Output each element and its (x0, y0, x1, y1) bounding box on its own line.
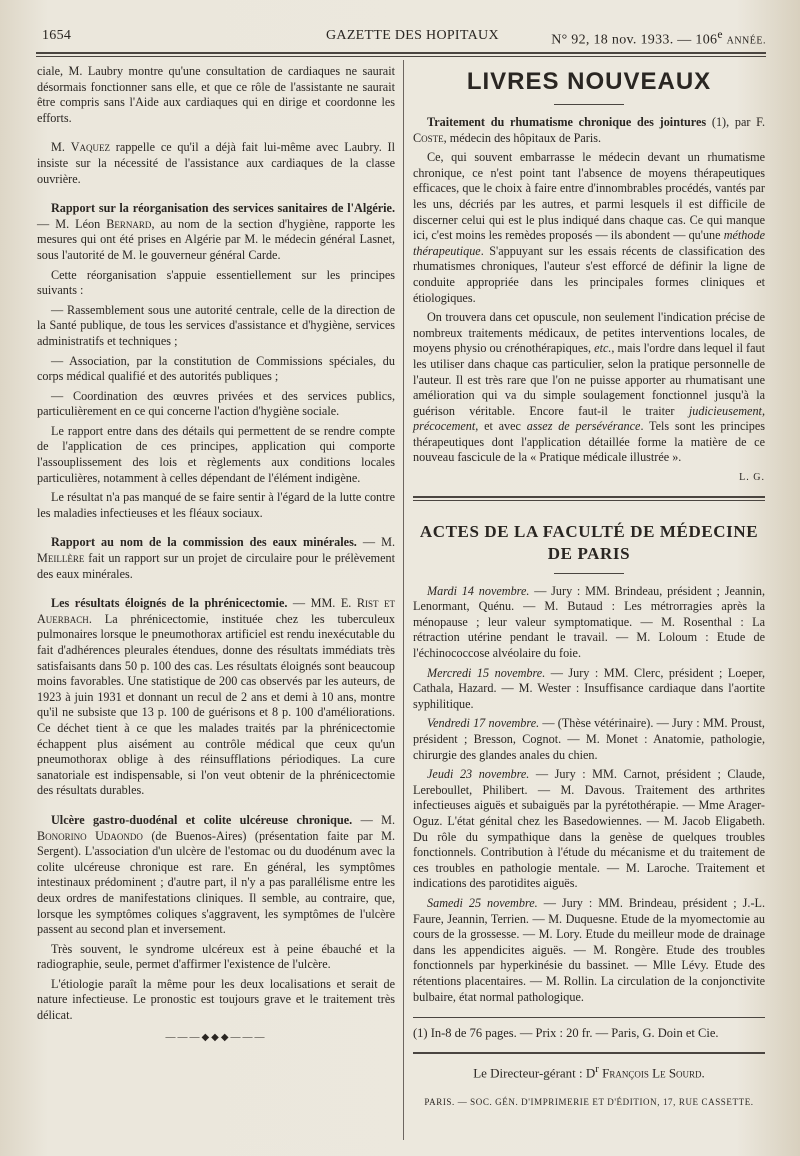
person-name: Vaquez (70, 140, 110, 155)
list-item: — Rassemblement sous une autorité centrale, celle de la direction de la Santé publique, de tous les services d'assistance et d'hygiène, services administratifs et techniques ; (37, 302, 395, 348)
heading-rule (554, 573, 624, 574)
exam-entry: Mardi 14 novembre. — Jury : MM. Brindeau, président ; Jeannin, Lenormant, Quénu. — M. Butaud : Les métrorragies après la ménopause ; leur valeur symptomatique. — M. Rosenthal : La rétraction utérine pendant le travail. — M. Loloum : Etude de l'échinococcose alvéolaire du foie. (413, 583, 765, 661)
publication-title: GAZETTE DES HOPITAUX (326, 28, 499, 43)
exam-date: Mercredi 15 novembre. (427, 665, 546, 680)
paragraph: Ce, qui souvent embarrasse le médecin devant un rhumatisme chronique, ce n'est point tant l'absence de moyens thérapeutiques efficaces, que le choix à faire entre d'innombrables procédés, vantés par les uns, décriés par les autres, et parmi lesquels il est difficile de discerner celui qui est le plus indiqué dans chaque cas. Ce qui manque ici, c'est moins les remèdes proposés — ils abondent — qu'une méthode thérapeutique. S'appuyant sur les essais récents de classification des rhumatismes chroniques, l'auteur s'est efforcé de définir la ligne de conduite appropriée dans les principales formes cliniques et étiologiques. (413, 150, 765, 305)
section-paragraph: Rapport au nom de la commission des eaux minérales. — M. Meillère fait un rapport sur un projet de circulaire pour le prélèvement des eaux minérales. (37, 535, 395, 581)
heading-rule (554, 104, 624, 105)
section-paragraph: Rapport sur la réorganisation des services sanitaires de l'Algérie. — M. Léon Bernard, au nom de la section d'hygiène, rapporte les mesures qui ont été prises en Algérie par M. le médecin général Lasnet, sous l'autorité de M. le gouverneur général Carde. (37, 201, 395, 262)
column-divider (403, 60, 404, 1140)
person-name: Rist et Auerbach (37, 596, 395, 626)
paragraph: Le rapport entre dans des détails qui permettent de se rendre compte de l'application de ces principes, application qui comporte l'assouplissement des lois et règlements aux conditions locales particulières, notamment à celles dépendant de l'élément indigène. (37, 423, 395, 485)
exam-entry: Mercredi 15 novembre. — Jury : MM. Clerc, président ; Loeper, Cathala, Hazard. — M. Wester : Insuffisance cardiaque dans l'aortite syphilitique. (413, 665, 765, 711)
book-title: Traitement du rhumatisme chronique des jointures (427, 115, 707, 129)
person-name: Bernard (106, 216, 152, 231)
exam-entry: Vendredi 17 novembre. — (Thèse vétérinaire). — Jury : MM. Proust, président ; Bresson, Cognot. — M. Monet : Anatomie, pathologie, chirurgie des glandes anales du chien. (413, 716, 765, 762)
paragraph: Le résultat n'a pas manqué de se faire sentir à l'égard de la lutte contre les maladies infectieuses et les fléaux sociaux. (37, 490, 395, 520)
issue-year-word: ANNÉE. (726, 35, 766, 47)
director-line: Le Directeur-gérant : $D^r$ François Le Sourd. (413, 1052, 765, 1081)
imprint-line: PARIS. — SOC. GÉN. D'IMPRIMERIE ET D'ÉDITION, 17, RUE CASSETTE. (424, 1096, 754, 1107)
end-ornament: ———◆◆◆——— (165, 1031, 267, 1043)
section-title: Rapport sur la réorganisation des services sanitaires de l'Algérie. (51, 201, 395, 216)
exam-entry: Samedi 25 novembre. — Jury : MM. Brindeau, président ; J.-L. Faure, Jeannin, Terrien. — M. Duquesne. Etude de la myomectomie au cours de la grossesse. — M. Lory. Etude du meilleur mode de drainage dans les appendicites aiguës. — M. Rongère. Etude des troubles fonctionnels par hyperkinésie du bassinet. — Mlle Lévy. Etude des rétentions placentaires. — M. Rollin. La circulation de la conjonctivite bulbaire, état normal pathologique. (413, 895, 766, 1004)
issue-sup: e (717, 28, 723, 41)
header-rule-thin (36, 56, 766, 57)
signature: L. G. (739, 472, 765, 484)
paragraph: Cette réorganisation s'appuie essentiellement sur les principes suivants : (37, 267, 395, 298)
person-name: Meillère (37, 551, 85, 566)
exam-entry: Jeudi 23 novembre. — Jury : MM. Carnot, président ; Claude, Lereboullet, Philibert. — M. Davous. Traitement des arthrites infectieuses aiguës et subaiguës par la pyrétothérapie. — Mme Arager-Oguz. L'état génital chez les Basedowiennes. — M. Jacob Eligabeth. Du rôle du sympathique dans la genèse de quelques troubles fonctionnels. Contribution à l'étude du mécanisme et du traitement de ces troubles en pathologie mentale. — M. Laroche. Traitement et indications des parotidites aiguës. (413, 767, 765, 891)
book-author: Coste (413, 130, 444, 145)
right-column (413, 64, 765, 1134)
double-rule (413, 496, 765, 501)
section-paragraph: Les résultats éloignés de la phrénicectomie. — MM. E. Rist et Auerbach. La phrénicectomie, instituée chez les tuberculeux pulmonaires lorsque le pneumothorax artificiel est rendu inexécutable du fait d'adhérences pleurales étendues, donne des résultats immédiats très satisfaisants dans 50 p. 100 des cas. Les résultats éloignés sont beaucoup moins favorables. Une statistique de 200 cas observés par les auteurs, de 1923 à juin 1931 et donnant un recul de 2 ans et demi à 10 ans, montre qu'il ne subsiste que 13 p. 100 de guérisons et 8 p. 100 d'améliorations. Ce déchet tient à ce que les malades traités par la phrénicectomie échappent plus aisément au contrôle médical que ceux qu'un pneumothorax oblige à des réinsufflations périodiques. La cure sanatoriale est indispensable, si l'on veut obtenir de la phrénicectomie des résultats durables. (37, 596, 395, 798)
section-heading-livres: LIVRES NOUVEAUX (466, 68, 712, 95)
exam-date: Vendredi 17 novembre. (427, 716, 540, 731)
section-title: Rapport au nom de la commission des eaux minérales. (51, 535, 357, 550)
issue-text: N° 92, 18 nov. 1933. — 106 (551, 32, 718, 48)
page-header (36, 28, 766, 48)
paragraph: ciale, M. Laubry montre qu'une consultation de cardiaques ne saurait désormais fonctionner sans elle, et que ce rôle de l'assistante ne saurait être compris sans l'Aide aux cardiaques qui en dirige et coordonne les efforts. (37, 64, 395, 125)
section-paragraph: Ulcère gastro-duodénal et colite ulcéreuse chronique. — M. Bonorino Udaondo (de Buenos-Aires) (présentation faite par M. Sergent). L'association d'un ulcère de l'estomac ou du duodénum avec la colite ulcéreuse chronique est rare. En général, les symptômes intestinaux prédominent ; d'autre part, il n'y a pas parallélisme entre les deux ordres de manifestations cliniques. Il semble, au contraire, que, lorsque les symptômes coliques s'aggravent, les symptômes de l'ulcère passent au second plan et inversement. (37, 812, 395, 937)
page-number: 1654 (42, 28, 72, 43)
exam-date: Jeudi 23 novembre. (427, 767, 530, 782)
exam-date: Samedi 25 novembre. (427, 895, 538, 910)
footnote: (1) In-8 de 76 pages. — Prix : 20 fr. — Paris, G. Doin et Cie. (413, 1017, 765, 1042)
list-item: — Coordination des œuvres privées et des services publics, particulièrement en ce qui concerne l'action d'hygiène sociale. (37, 388, 395, 419)
paragraph: M. Vaquez rappelle ce qu'il a déjà fait lui-même avec Laubry. Il insiste sur la nécessité de l'assistance aux cardiaques de la classe ouvrière. (37, 140, 395, 186)
paragraph: Très souvent, le syndrome ulcéreux est à peine ébauché et la radiographie, seule, permet d'affirmer l'existence de l'ulcère. (37, 941, 395, 972)
issue-info (551, 28, 766, 49)
list-item: — Association, par la constitution de Commissions spéciales, du corps médical qualifié et des autorités publiques ; (37, 353, 395, 384)
person-name: Bonorino Udaondo (37, 828, 143, 843)
paragraph: On trouvera dans cet opuscule, non seulement l'indication précise de nombreux traitements médicaux, de petites interventions locales, de moyens physio ou crénothérapiques, etc., mais l'ordre dans lequel il faut les utiliser dans chaque cas particulier, selon la pratique personnelle de l'auteur. Il est très rare que l'on ne puisse apporter au rhumatisant une amélioration qui va du simple soulagement fonctionnel jusqu'à la guérison véritable. Encore faut-il le traiter judicieusement, précocement, et avec assez de persévérance. Tels sont les principes thérapeutiques dont l'application détaillée forme la matière de ce nouveau fascicule de la « Pratique médicale illustrée ». (413, 310, 765, 465)
exam-date: Mardi 14 novembre. (427, 583, 530, 598)
paragraph: L'étiologie paraît la même pour les deux localisations et serait de nature infectieuse. Le pronostic est toujours grave et le traitement très délicat. (37, 976, 395, 1023)
section-heading-actes: ACTES DE LA FACULTÉ DE MÉDECINE DE PARIS (419, 521, 759, 563)
section-title: Ulcère gastro-duodénal et colite ulcéreuse chronique. (51, 812, 353, 827)
section-title: Les résultats éloignés de la phrénicectomie. (51, 596, 288, 611)
book-entry: Traitement du rhumatisme chronique des jointures (1), par F. Coste, médecin des hôpitaux de Paris. (413, 115, 765, 145)
header-rule (36, 52, 766, 54)
left-column (37, 64, 395, 1124)
